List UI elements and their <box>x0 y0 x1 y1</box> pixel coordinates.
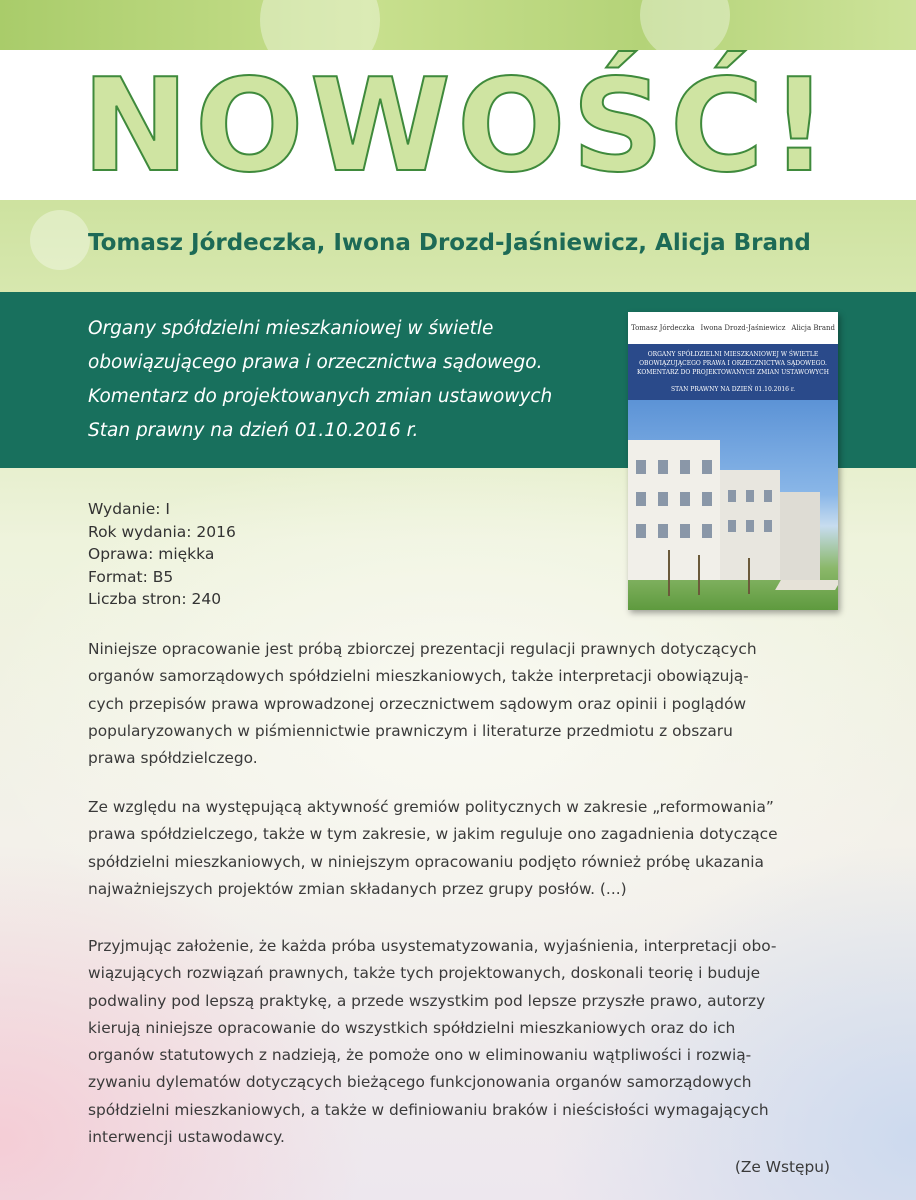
building-shape <box>780 492 820 580</box>
spec-edition: Wydanie: I <box>88 500 170 518</box>
tree-trunk <box>748 558 750 594</box>
window-shape <box>764 520 772 532</box>
window-shape <box>636 460 646 474</box>
description-paragraph-1 <box>88 636 832 772</box>
spec-year: Rok wydania: 2016 <box>88 522 236 541</box>
book-title <box>88 312 608 448</box>
window-shape <box>680 492 690 506</box>
tree-trunk <box>668 550 670 596</box>
text-line: interwencji ustawodawcy. <box>88 1128 285 1147</box>
walkway-shape <box>775 580 838 590</box>
text-line: prawa spółdzielczego. <box>88 749 258 768</box>
window-shape <box>746 520 754 532</box>
publication-specs <box>88 498 388 611</box>
cover-title-line: OBOWIĄZUJĄCEGO PRAWA I ORZECZNICTWA SĄDOWEGO. <box>639 360 827 367</box>
top-decorative-band <box>0 0 916 50</box>
book-title-line: Stan prawny na dzień 01.10.2016 r. <box>88 420 419 441</box>
text-line: organów statutowych z nadzieją, że pomoże ono w eliminowaniu wątpliwości i rozwią- <box>88 1046 752 1065</box>
text-line: prawa spółdzielczego, także w tym zakresie, w jakim reguluje ono zagadnienia dotyczące <box>88 825 778 844</box>
window-shape <box>702 492 712 506</box>
spec-binding: Oprawa: miękka <box>88 545 215 563</box>
window-shape <box>658 524 668 538</box>
text-line: podwaliny pod lepszą praktykę, a przede wszystkim pod lepsze przyszłe prawo, autorzy <box>88 991 766 1010</box>
window-shape <box>680 460 690 474</box>
spec-pages: Liczba stron: 240 <box>88 590 222 608</box>
headline: NOWOŚĆ! <box>81 52 835 201</box>
bokeh-light <box>30 210 90 270</box>
book-cover-image <box>628 312 838 610</box>
text-line: popularyzowanych w piśmiennictwie prawniczym i literaturze przedmiotu z obszaru <box>88 721 733 740</box>
tree-trunk <box>698 555 700 595</box>
text-line: spółdzielni mieszkaniowych, a także w definiowaniu braków i nieścisłości wymagających <box>88 1100 769 1119</box>
book-title-line: Organy spółdzielni mieszkaniowej w świetle <box>88 318 494 339</box>
text-line: najważniejszych projektów zmian składanych przez grupy posłów. (...) <box>88 879 627 898</box>
cover-author: Tomasz Jórdeczka <box>630 324 695 332</box>
cover-title-line: ORGANY SPÓŁDZIELNI MIESZKANIOWEJ W ŚWIETLE <box>647 351 819 358</box>
window-shape <box>764 490 772 502</box>
window-shape <box>746 490 754 502</box>
window-shape <box>702 524 712 538</box>
cover-legal-state: STAN PRAWNY NA DZIEŃ 01.10.2016 r. <box>671 386 795 393</box>
cover-author: Iwona Drozd-Jaśniewicz <box>700 324 786 332</box>
cover-author: Alicja Brand <box>791 324 836 332</box>
text-line: Ze względu na występującą aktywność gremiów politycznych w zakresie „reformowania” <box>88 798 774 816</box>
book-title-line: obowiązującego prawa i orzecznictwa sądowego. <box>88 352 543 373</box>
spec-format: Format: B5 <box>88 567 174 586</box>
text-line: spółdzielni mieszkaniowych, w niniejszym opracowaniu podjęto również próbę ukazania <box>88 852 764 871</box>
text-line: kierują niniejsze opracowanie do wszystkich spółdzielni mieszkaniowych oraz do ich <box>88 1018 736 1037</box>
window-shape <box>636 524 646 538</box>
window-shape <box>728 520 736 532</box>
description-paragraph-3 <box>88 933 832 1151</box>
window-shape <box>658 460 668 474</box>
text-line: Przyjmując założenie, że każda próba usystematyzowania, wyjaśnienia, interpretacji obo- <box>88 937 777 955</box>
text-line: cych przepisów prawa wprowadzonej orzecznictwem sądowym oraz opinii i poglądów <box>88 694 747 713</box>
window-shape <box>680 524 690 538</box>
quote-source: (Ze Wstępu) <box>734 1158 830 1176</box>
cover-title-line: KOMENTARZ DO PROJEKTOWANYCH ZMIAN USTAWOWYCH <box>637 369 829 376</box>
cover-building-photo <box>628 400 838 610</box>
description-paragraph-2 <box>88 794 832 903</box>
cover-authors <box>628 324 838 332</box>
window-shape <box>636 492 646 506</box>
window-shape <box>658 492 668 506</box>
text-line: zywaniu dylematów dotyczących bieżącego funkcjonowania organów samorządowych <box>88 1073 752 1092</box>
text-line: organów samorządowych spółdzielni mieszkaniowych, także interpretacji obowiązują- <box>88 667 749 686</box>
book-title-line: Komentarz do projektowanych zmian ustawowych <box>88 386 553 407</box>
cover-title-band <box>628 344 838 400</box>
text-line: Niniejsze opracowanie jest próbą zbiorczej prezentacji regulacji prawnych dotyczących <box>88 640 757 658</box>
authors-line: Tomasz Jórdeczka, Iwona Drozd-Jaśniewicz, Alicja Brand <box>88 230 811 256</box>
window-shape <box>702 460 712 474</box>
text-line: wiązujących rozwiązań prawnych, także tych projektowanych, doskonali teorię i buduje <box>88 964 761 983</box>
window-shape <box>728 490 736 502</box>
